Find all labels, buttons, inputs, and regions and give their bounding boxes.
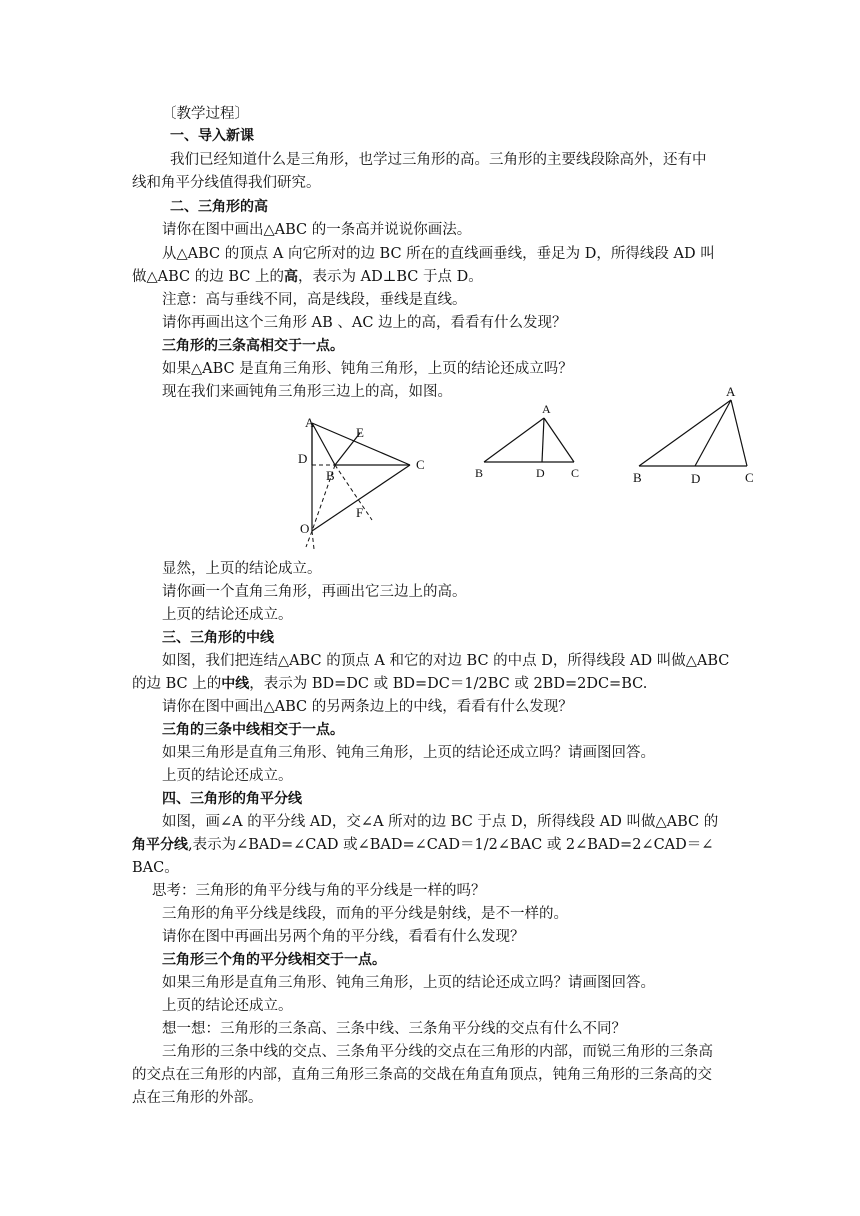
label-F: F [356,505,364,520]
paragraph-line: 点在三角形的外部。 [132,1090,263,1106]
label-D: D [536,466,545,480]
conclusion-bisectors: 三角形三个角的平分线相交于一点。 [162,952,386,968]
paragraph-line: 的交点在三角形的内部，直角三角形三条高的交战在角直角顶点，钝角三角形的三条高的交 [132,1067,712,1083]
label-C: C [571,466,580,480]
heading-angle-bisector: 四、三角形的角平分线 [162,791,302,807]
label-E: E [356,425,364,440]
paragraph-line: 上页的结论还成立。 [162,768,293,784]
think-line: 思考：三角形的角平分线与角的平分线是一样的吗？ [152,883,486,899]
paragraph-line: 请你在图中画出△ABC 的另两条边上的中线，看看有什么发现？ [162,699,573,715]
paragraph-line: 请你画一个直角三角形，再画出它三边上的高。 [162,584,467,600]
paragraph-line-bisector-def [132,834,713,856]
paragraph-line: 如图，我们把连结△ABC 的顶点 A 和它的对边 BC 的中点 D，所得线段 AD 叫做△ABC [162,653,730,669]
heading-median: 三、三角形的中线 [162,630,274,646]
section-heading-teaching-process: 〔教学过程〕 [162,106,249,122]
paragraph-line: 上页的结论还成立。 [162,607,293,623]
note-line: 注意：高与垂线不同，高是线段，垂线是直线。 [162,292,467,308]
paragraph-line: 如果△ABC 是直角三角形、钝角三角形，上页的结论还成立吗？ [162,361,573,377]
paragraph-line-altitude-def [132,266,483,288]
paragraph-line-median-def [132,673,647,695]
paragraph-line: 请你在图中画出△ABC 的一条高并说说你画法。 [162,222,472,238]
paragraph-line: 显然，上页的结论成立。 [162,561,322,577]
paragraph-line: 请你再画出这个三角形 AB 、AC 边上的高，看看有什么发现？ [162,315,567,331]
paragraph-line: 如果三角形是直角三角形、钝角三角形，上页的结论还成立吗？请画图回答。 [162,745,655,761]
label-O: O [300,521,310,536]
label-C: C [745,470,754,485]
paragraph-line: 从△ABC 的顶点 A 向它所对的边 BC 所在的直线画垂线，垂足为 D，所得线段 AD 叫 [162,246,715,262]
label-D: D [691,471,701,486]
paragraph-line: 现在我们来画钝角三角形三边上的高，如图。 [162,384,452,400]
think-line: 想一想：三角形的三条高、三条中线、三条角平分线的交点有什么不同？ [162,1021,626,1037]
text-run: ，表示为 BD=DC 或 BD=DC＝1/2BC 或 2BD=2DC=BC. [249,676,648,692]
paragraph-line: 如果三角形是直角三角形、钝角三角形，上页的结论还成立吗？请画图回答。 [162,975,655,991]
figure-triangle-bisector [625,382,765,492]
text-run: ,表示为∠BAD=∠CAD 或∠BAD=∠CAD＝1/2∠BAC 或 2∠BAD=2∠CAD＝∠ [188,837,714,853]
paragraph-line: 线和角平分线值得我们研究。 [132,175,321,191]
term-bold: 角平分线 [132,837,188,853]
paragraph-line: BAC。 [132,860,179,876]
paragraph-line: 上页的结论还成立。 [162,998,293,1014]
label-A: A [726,384,736,399]
paragraph-line: 三角形的三条中线的交点、三条角平分线的交点在三角形的内部，而锐三角形的三条高 [162,1044,713,1060]
label-D: D [298,451,308,466]
text-run: 做△ABC 的边 BC 上的 [132,269,284,285]
label-C: C [416,457,425,472]
heading-altitude: 二、三角形的高 [170,199,268,215]
label-B: B [326,468,335,483]
paragraph-line: 如图，画∠A 的平分线 AD，交∠A 所对的边 BC 于点 D，所得线段 AD 叫做△ABC 的 [162,814,719,830]
conclusion-altitudes: 三角形的三条高相交于一点。 [162,338,344,354]
conclusion-medians: 三角的三条中线相交于一点。 [162,722,344,738]
label-B: B [475,466,484,480]
text-run: 的边 BC 上的 [132,676,222,692]
label-A: A [542,402,551,416]
paragraph-line: 请你在图中再画出另两个角的平分线，看看有什么发现？ [162,929,525,945]
figure-obtuse-altitudes [290,405,440,555]
paragraph-line: 三角形的角平分线是线段，而角的平分线是射线，是不一样的。 [162,906,568,922]
term-bold: 高 [284,269,298,285]
figure-triangle-median [470,398,590,484]
heading-intro: 一、导入新课 [170,128,254,144]
term-bold: 中线 [221,676,250,692]
label-B: B [633,470,642,485]
text-run: ，表示为 AD⊥BC 于点 D。 [298,269,483,285]
paragraph-line: 我们已经知道什么是三角形，也学过三角形的高。三角形的主要线段除高外，还有中 [170,152,707,168]
label-A: A [305,415,315,430]
